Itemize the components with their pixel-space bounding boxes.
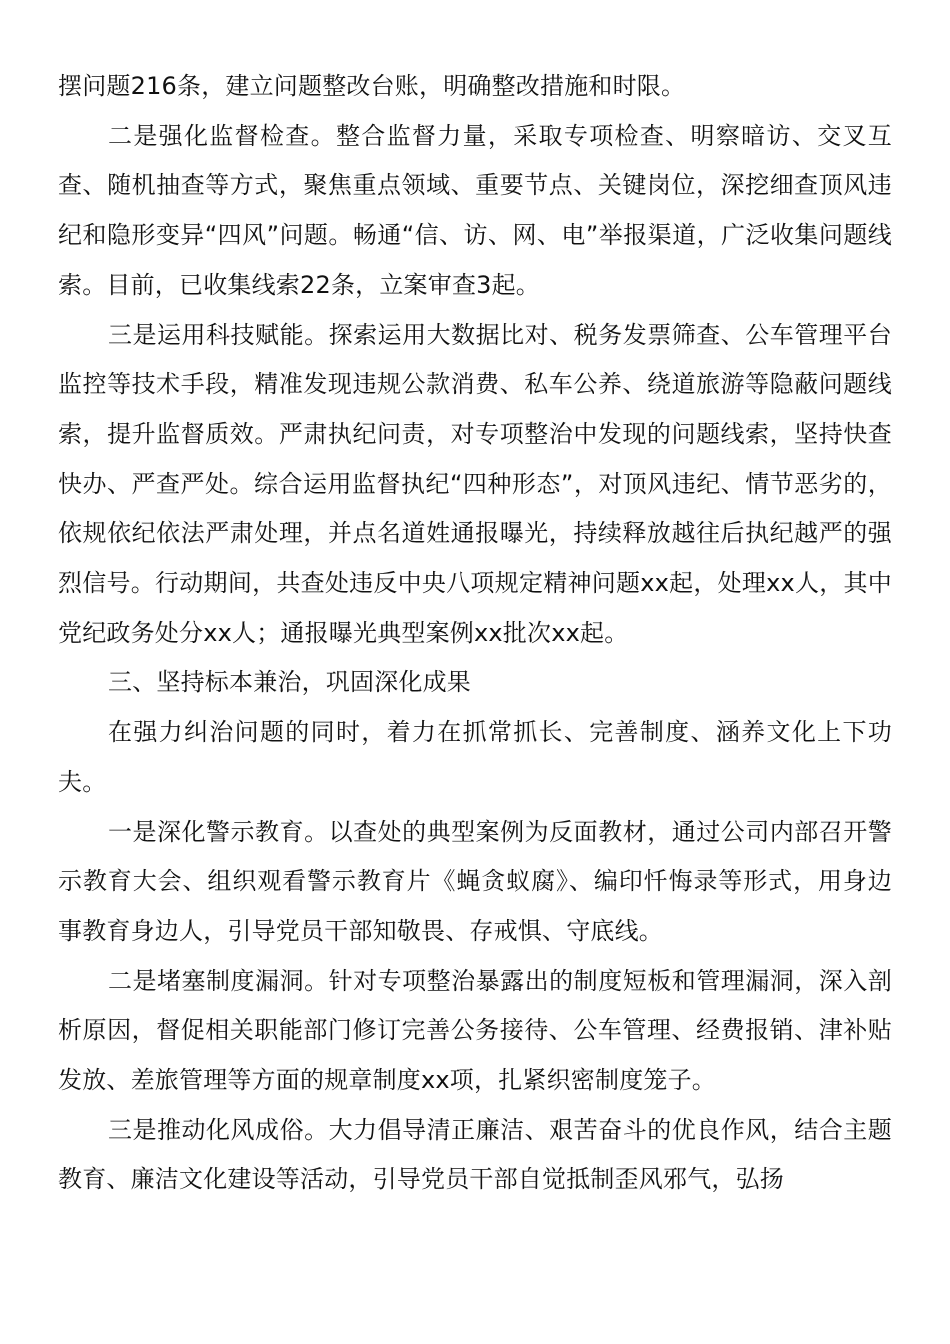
document-body [58,62,892,1205]
paragraph-warning-education: 一是深化警示教育。以查处的典型案例为反面教材，通过公司内部召开警示教育大会、组织观看警示教育片《蝇贪蚁腐》、编印忏悔录等形式，用身边事教育身边人，引导党员干部知敬畏、存戒惧、守底线。 [58,817,892,945]
paragraph-supervision-inspection: 二是强化监督检查。整合监督力量，采取专项检查、明察暗访、交叉互查、随机抽查等方式，聚焦重点领域、重要节点、关键岗位，深挖细查顶风违纪和隐形变异“四风”问题。畅通“信、访、网、电”举报渠道，广泛收集问题线索。目前，已收集线索22条，立案审查3起。 [58,121,892,299]
paragraph-section-intro: 在强力纠治问题的同时，着力在抓常抓长、完善制度、涵养文化上下功夫。 [58,718,892,796]
paragraph-culture-promotion: 三是推动化风成俗。大力倡导清正廉洁、艰苦奋斗的优良作风，结合主题教育、廉洁文化建设等活动，引导党员干部自觉抵制歪风邪气，弘扬 [58,1115,892,1194]
paragraph-technology-empowerment: 三是运用科技赋能。探索运用大数据比对、税务发票筛查、公车管理平台监控等技术手段，精准发现违规公款消费、私车公养、绕道旅游等隐蔽问题线索，提升监督质效。严肃执纪问责，对专项整治中发现的问题线索，坚持快查快办、严查严处。综合运用监督执纪“四种形态”，对顶风违纪、情节恶劣的，依规依纪依法严肃处理，并点名道姓通报曝光，持续释放越往后执纪越严的强烈信号。行动期间，共查处违反中央八项规定精神问题xx起，处理xx人，其中党纪政务处分xx人；通报曝光典型案例xx批次xx起。 [58,320,892,647]
paragraph-system-loopholes: 二是堵塞制度漏洞。针对专项整治暴露出的制度短板和管理漏洞，深入剖析原因，督促相关职能部门修订完善公务接待、公车管理、经费报销、津补贴发放、差旅管理等方面的规章制度xx项，扎紧织密制度笼子。 [58,966,892,1095]
paragraph-continuation: 摆问题216条，建立问题整改台账，明确整改措施和时限。 [58,72,686,100]
section-heading-three: 三、坚持标本兼治，巩固深化成果 [108,668,471,697]
